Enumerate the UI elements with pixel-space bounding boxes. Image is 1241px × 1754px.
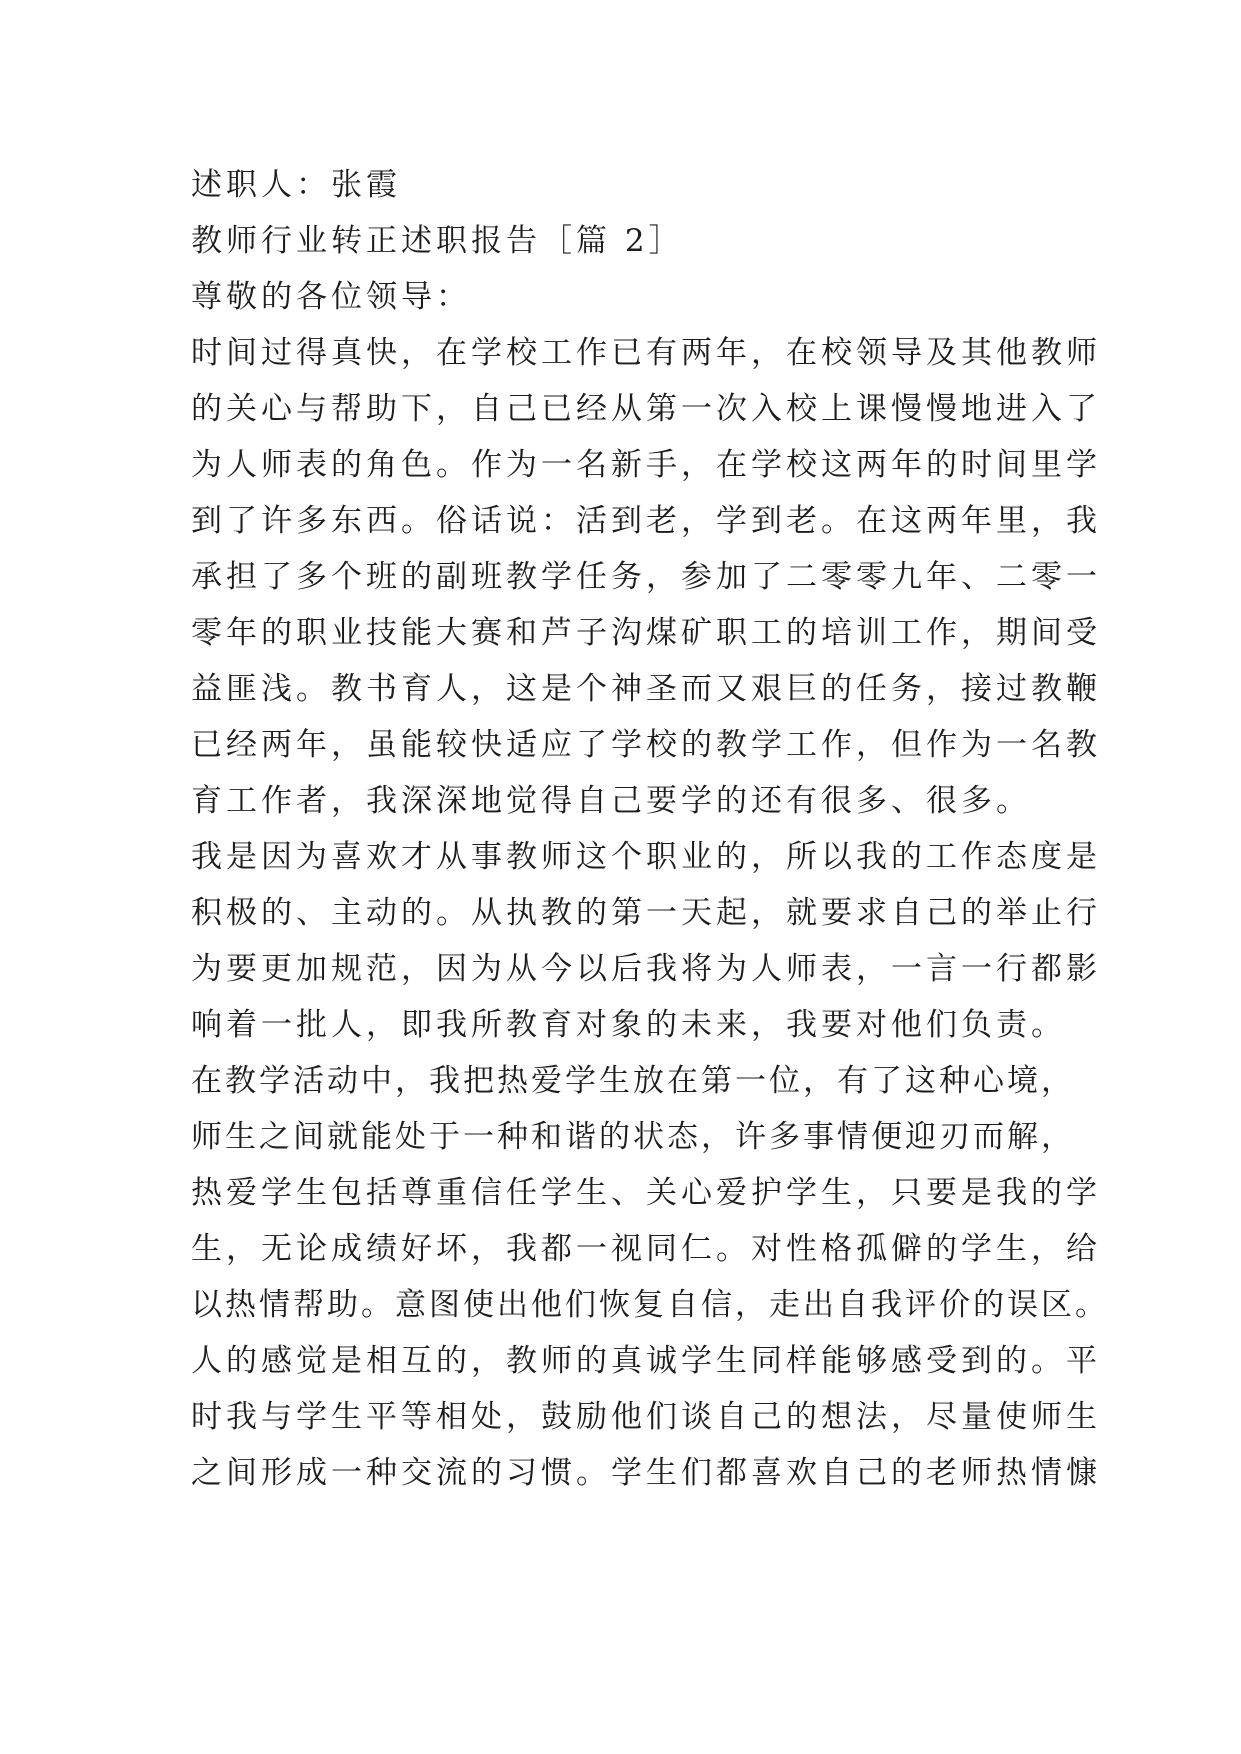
- body-line: 之间形成一种交流的习惯。学生们都喜欢自己的老师热情慷: [191, 1455, 1101, 1491]
- body-line: 承担了多个班的副班教学任务，参加了二零零九年、二零一: [191, 559, 1101, 595]
- body-line: 响着一批人，即我所教育对象的未来，我要对他们负责。: [191, 1007, 1066, 1043]
- body-line: 在教学活动中，我把热爱学生放在第一位，有了这种心境，: [191, 1063, 1075, 1099]
- salutation: 尊敬的各位领导：: [191, 279, 471, 315]
- body-line: 师生之间就能处于一种和谐的状态，许多事情便迎刃而解，: [191, 1119, 1075, 1155]
- section-title: 教师行业转正述职报告［篇 2］: [191, 223, 684, 259]
- body-line: 已经两年，虽能较快适应了学校的教学工作，但作为一名教: [191, 727, 1101, 763]
- body-line: 时间过得真快，在学校工作已有两年，在校领导及其他教师: [191, 335, 1101, 371]
- body-line: 为要更加规范，因为从今以后我将为人师表，一言一行都影: [191, 951, 1101, 987]
- body-line: 到了许多东西。俗话说：活到老，学到老。在这两年里，我: [191, 503, 1101, 539]
- body-line: 的关心与帮助下，自己已经从第一次入校上课慢慢地进入了: [191, 391, 1101, 427]
- body-line: 生，无论成绩好坏，我都一视同仁。对性格孤僻的学生，给: [191, 1231, 1101, 1267]
- body-line: 热爱学生包括尊重信任学生、关心爱护学生，只要是我的学: [191, 1175, 1101, 1211]
- author-line: 述职人：张霞: [191, 167, 401, 203]
- body-line: 以热情帮助。意图使出他们恢复自信，走出自我评价的误区。: [191, 1287, 1109, 1323]
- body-line: 为人师表的角色。作为一名新手，在学校这两年的时间里学: [191, 447, 1101, 483]
- body-line: 益匪浅。教书育人，这是个神圣而又艰巨的任务，接过教鞭: [191, 671, 1101, 707]
- body-line: 人的感觉是相互的，教师的真诚学生同样能够感受到的。平: [191, 1343, 1101, 1379]
- body-line: 积极的、主动的。从执教的第一天起，就要求自己的举止行: [191, 895, 1101, 931]
- body-line: 零年的职业技能大赛和芦子沟煤矿职工的培训工作，期间受: [191, 615, 1101, 651]
- body-line: 我是因为喜欢才从事教师这个职业的，所以我的工作态度是: [191, 839, 1101, 875]
- body-line: 育工作者，我深深地觉得自己要学的还有很多、很多。: [191, 783, 1031, 819]
- body-line: 时我与学生平等相处，鼓励他们谈自己的想法，尽量使师生: [191, 1399, 1101, 1435]
